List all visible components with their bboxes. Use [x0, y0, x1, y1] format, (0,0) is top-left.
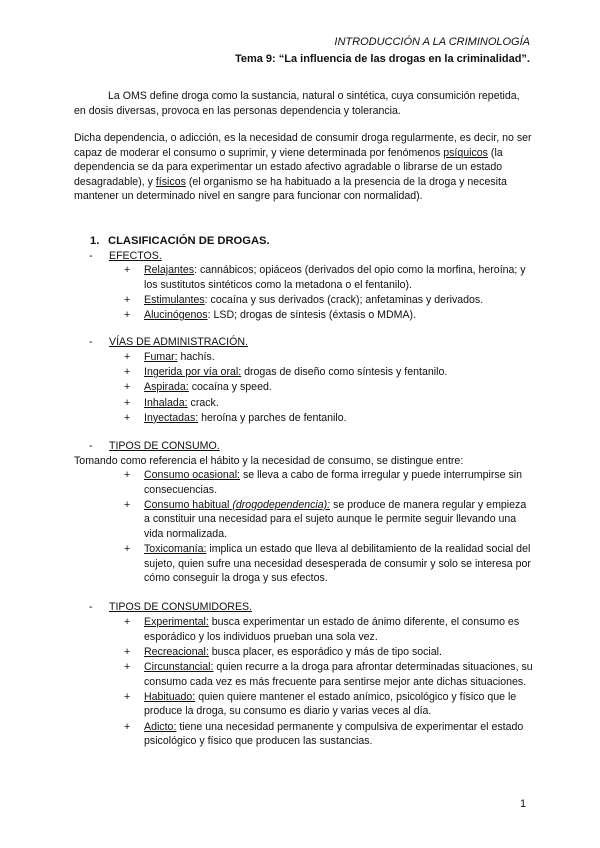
dash-bullet: -	[89, 250, 93, 262]
item-text: : LSD; drogas de síntesis (éxtasis o MDMA).	[207, 308, 417, 321]
list-vias	[124, 350, 534, 426]
list-item	[124, 660, 534, 689]
item-term: Aspirada:	[144, 381, 189, 394]
item-text: hachís.	[177, 351, 215, 363]
item-term: Fumar:	[144, 351, 178, 363]
list-item	[124, 396, 534, 411]
list-consumidores	[124, 615, 534, 749]
category-title-vias: VÍAS DE ADMINISTRACIÓN.	[109, 336, 248, 348]
item-term: Adicto:	[144, 720, 177, 733]
dash-bullet: -	[89, 440, 93, 452]
plus-bullet: +	[124, 411, 131, 424]
item-term: Experimental:	[144, 616, 209, 628]
plus-bullet: +	[124, 645, 131, 658]
plus-bullet: +	[124, 381, 131, 394]
intro-paragraph-definition: La OMS define droga como la sustancia, natural o sintética, cuya consumición repetida, en dosis diversas, provoca en las personas dependencia y tolerancia.	[74, 90, 520, 117]
list-item	[124, 293, 534, 308]
consumo-lead-text: Tomando como referencia el hábito y la necesidad de consumo, se distingue entre:	[74, 455, 464, 467]
dash-bullet: -	[89, 601, 93, 613]
list-item	[124, 380, 534, 395]
plus-bullet: +	[124, 293, 131, 306]
list-item	[124, 498, 534, 542]
list-item	[124, 690, 534, 719]
item-text: heroína y parches de fentanilo.	[198, 411, 347, 424]
item-text: cocaína y speed.	[188, 381, 272, 394]
category-efectos	[89, 249, 162, 264]
item-text: busca experimentar un estado de ánimo diferente, el consumo es esporádico y los individuos prueban una sola vez.	[144, 616, 520, 643]
item-term: Toxicomanía:	[144, 543, 207, 556]
item-text: : cocaína y sus derivados (crack); anfetaminas y derivados.	[204, 293, 484, 306]
item-term: Estimulantes	[144, 293, 205, 306]
plus-bullet: +	[124, 690, 131, 703]
category-title-consumo: TIPOS DE CONSUMO.	[109, 440, 220, 452]
term-psiquicos: psíquicos	[443, 146, 488, 159]
item-term: Alucinógenos	[144, 308, 208, 321]
intro-paragraph-dependence	[74, 131, 534, 204]
category-title-consumidores: TIPOS DE CONSUMIDORES.	[109, 601, 253, 613]
plus-bullet: +	[124, 543, 131, 556]
list-efectos	[124, 263, 534, 323]
topic-title: Tema 9: “La influencia de las drogas en la criminalidad”.	[234, 53, 530, 65]
plus-bullet: +	[124, 660, 131, 673]
item-text: busca placer, es esporádico y más de tipo social.	[208, 645, 442, 658]
item-text: quien recurre a la droga para afrontar determinadas situaciones, su consumo cada vez es más frecuente para sentirse mejor ante dichas situaciones.	[144, 660, 533, 688]
category-title-efectos: EFECTOS.	[109, 250, 162, 262]
item-text: crack.	[187, 396, 219, 409]
plus-bullet: +	[124, 351, 131, 363]
dash-bullet: -	[89, 336, 93, 348]
item-text: se produce de manera regular y empieza a constituir una necesidad para el sujeto aunque le permite seguir llevando una vida normalizada.	[144, 498, 527, 540]
item-text: drogas de diseño como síntesis y fentanilo.	[241, 366, 448, 379]
item-text: : cannábicos; opiáceos (derivados del opio como la morfina, heroína; y los sustitutos sintéticos como la metadona o el fentanilo).	[144, 264, 526, 291]
item-term: Recreacional:	[144, 645, 209, 658]
section-heading	[90, 234, 270, 249]
dependence-text-c: (el organismo se ha habituado a la presencia de la droga y necesita mantener un determinado nivel en sangre para funcionar con normalidad).	[74, 175, 507, 203]
dependence-text-a: Dicha dependencia, o adicción, es la necesidad de consumir droga regularmente, es decir, no ser capaz de moderar el consumo o suprimir, y viene determinada por fenómenos	[74, 132, 532, 159]
plus-bullet: +	[124, 366, 131, 379]
list-item	[124, 308, 534, 323]
page-number: 1	[520, 798, 527, 810]
item-term-note: (drogodependencia):	[229, 498, 331, 511]
item-term: Inhalada:	[144, 396, 188, 409]
item-text: implica un estado que lleva al debilitamiento de la realidad social del sujeto, quien sufre una necesidad desesperada de consumir y solo se interesa por cómo conseguir la droga y sus efectos.	[144, 543, 531, 585]
plus-bullet: +	[124, 308, 131, 321]
item-text: quien quiere mantener el estado anímico, psicológico y físico que le produce la droga, su consumo es diario y varias veces al día.	[144, 690, 517, 718]
item-term: Consumo habitual	[144, 498, 230, 511]
item-term: Ingerida por vía oral:	[144, 366, 242, 379]
plus-bullet: +	[124, 616, 131, 628]
section-title: CLASIFICACIÓN DE DROGAS.	[108, 235, 270, 247]
item-term: Circunstancial:	[144, 660, 214, 673]
category-consumidores	[89, 600, 252, 615]
item-term: Relajantes	[144, 264, 195, 276]
item-term: Inyectadas:	[144, 411, 199, 424]
category-consumo	[89, 439, 220, 454]
list-item	[124, 645, 534, 660]
list-item	[124, 615, 534, 644]
list-item	[124, 263, 534, 292]
item-text: se lleva a cabo de forma irregular y puede interrumpirse sin consecuencias.	[144, 469, 523, 496]
list-item	[124, 365, 534, 380]
term-fisicos: físicos	[155, 175, 186, 188]
item-term: Consumo ocasional:	[144, 469, 240, 481]
list-item	[124, 350, 534, 365]
list-item	[124, 468, 534, 497]
list-item	[124, 542, 534, 586]
category-vias	[89, 335, 248, 350]
list-item	[124, 411, 534, 426]
dependence-text-b: (la dependencia se da para experimentar un estado afectivo agradable o librarse de un estado desagradable), y	[74, 146, 503, 188]
course-title: INTRODUCCIÓN A LA CRIMINOLOGÍA	[334, 36, 530, 48]
item-text: tiene una necesidad permanente y compulsiva de experimentar el estado psicológico y físico que producen las sustancias.	[144, 720, 524, 748]
item-term: Habituado:	[144, 690, 196, 703]
plus-bullet: +	[124, 498, 131, 511]
plus-bullet: +	[124, 264, 131, 276]
section-number: 1.	[90, 235, 100, 247]
plus-bullet: +	[124, 720, 131, 733]
list-consumo	[124, 468, 534, 587]
plus-bullet: +	[124, 396, 131, 409]
plus-bullet: +	[124, 469, 131, 481]
list-item	[124, 720, 534, 749]
